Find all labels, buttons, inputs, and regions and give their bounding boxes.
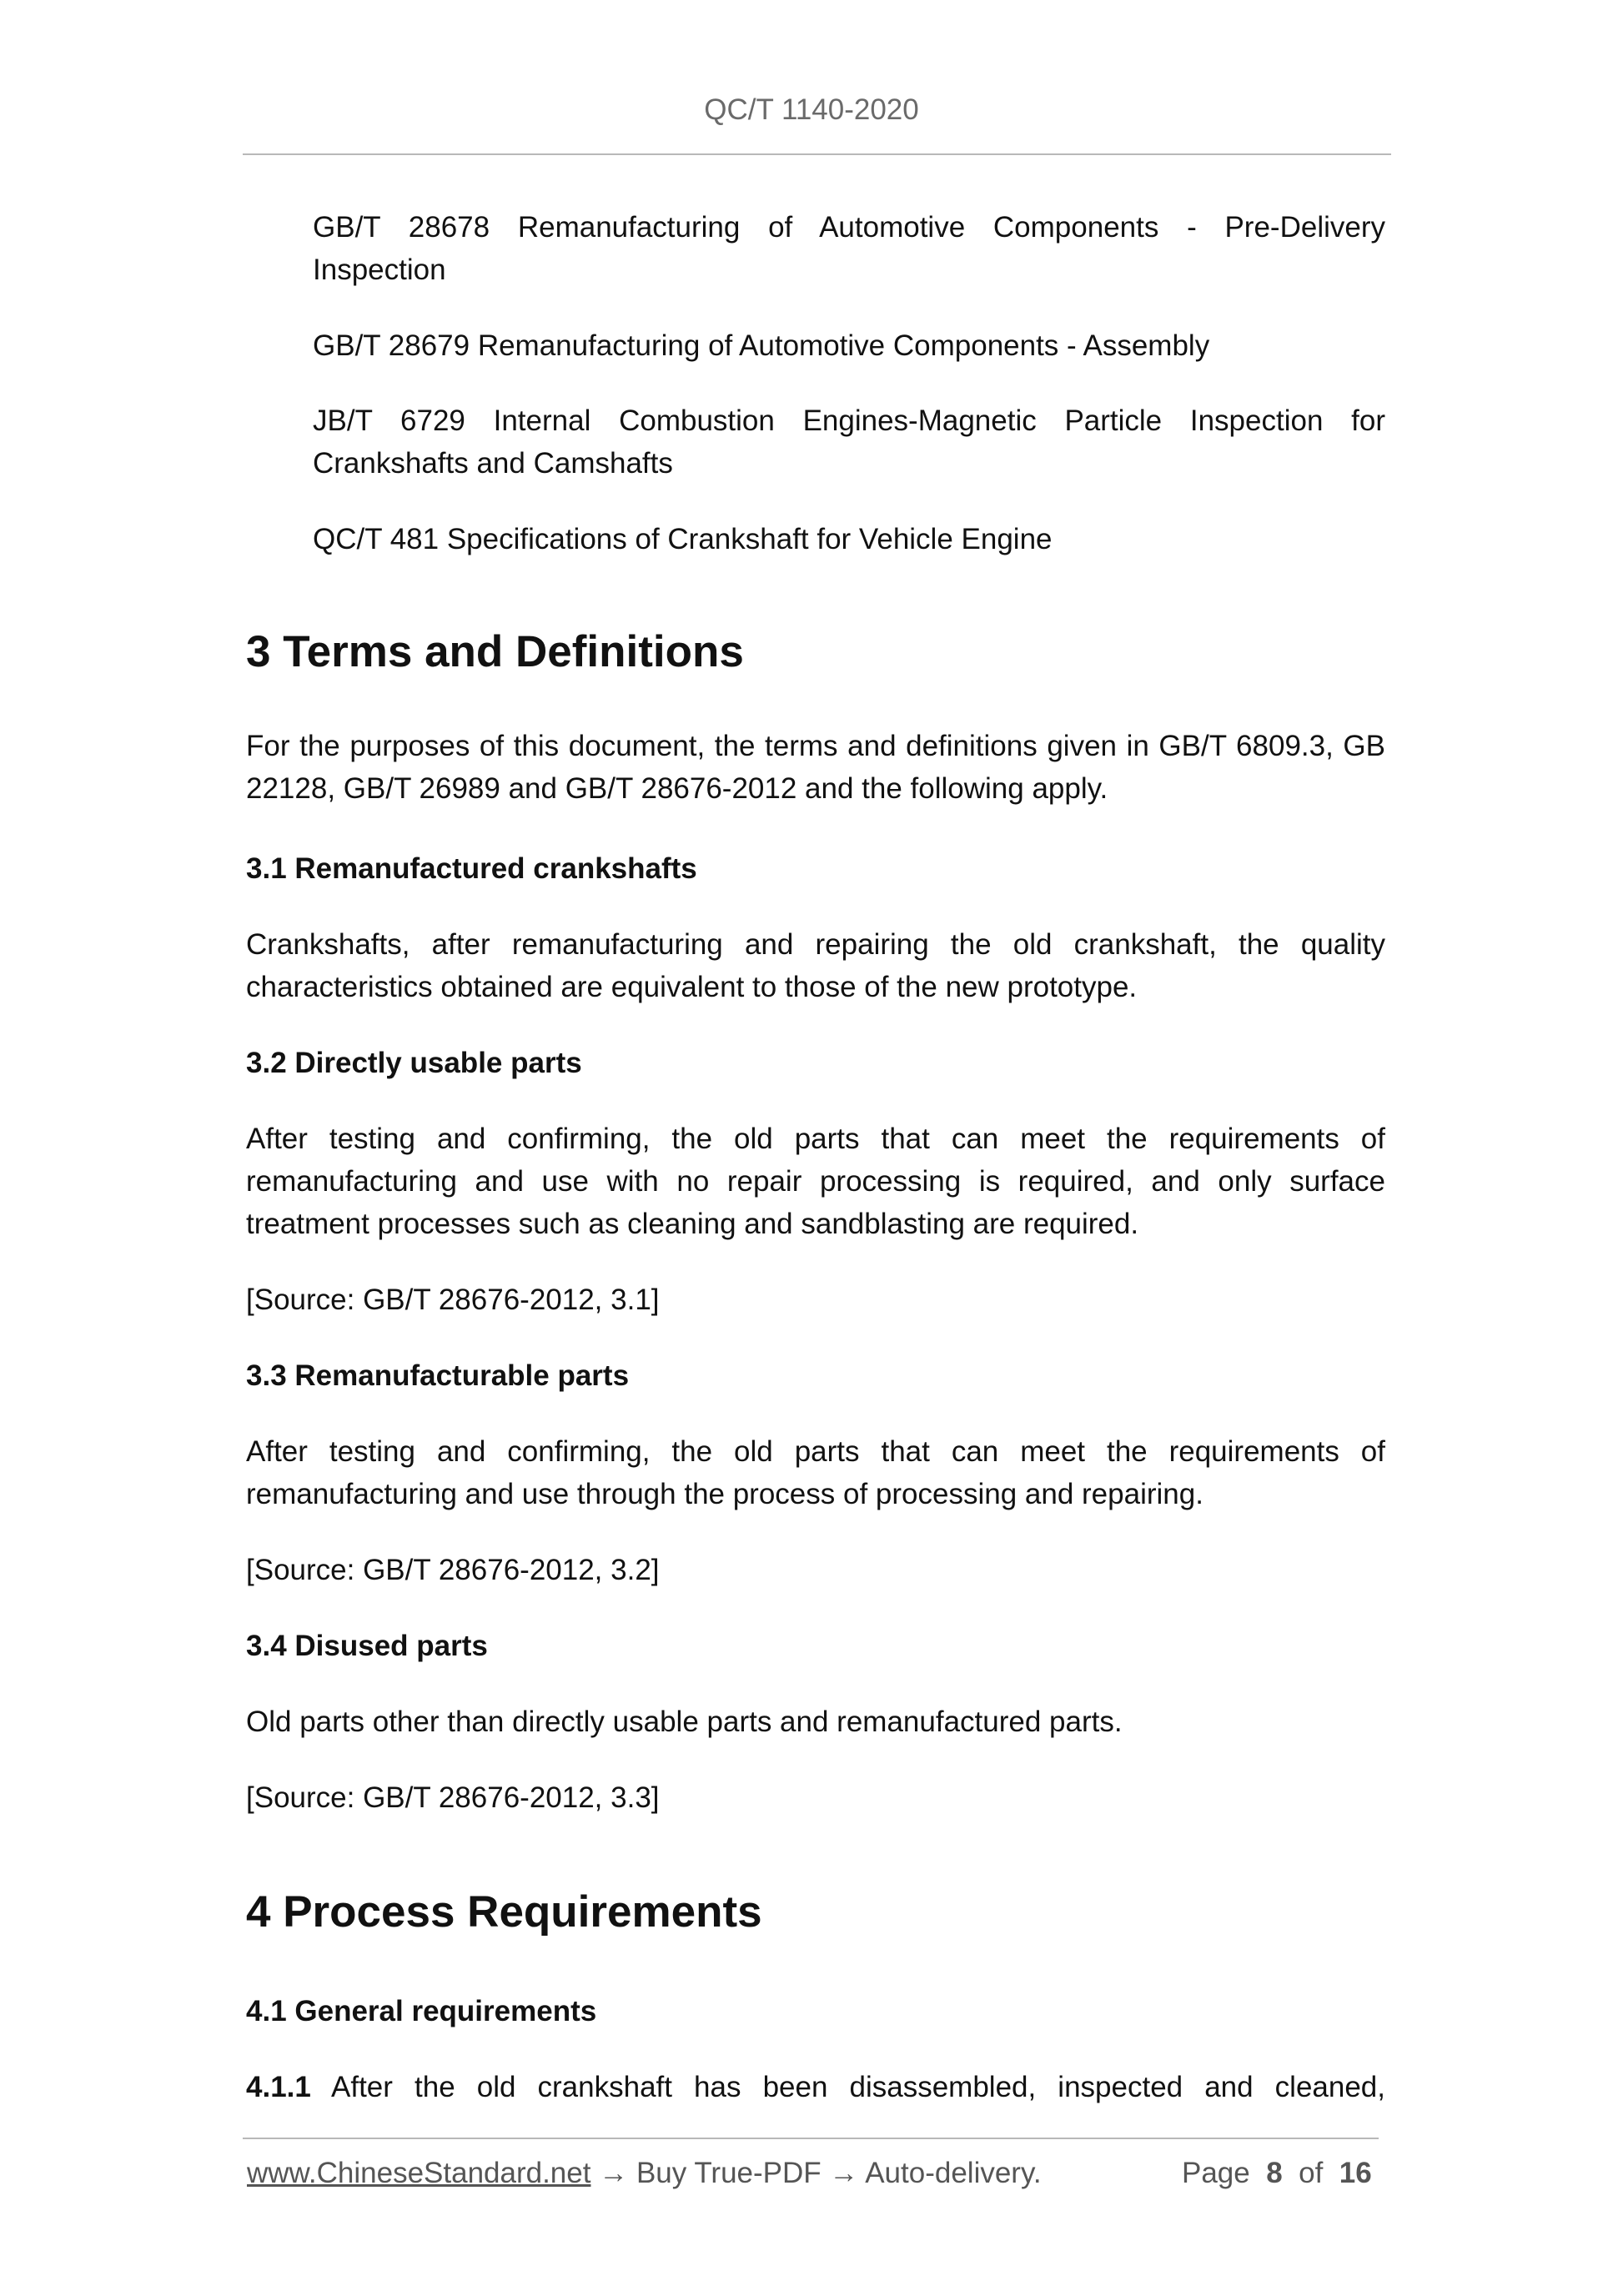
doc-code: QC/T 1140-2020 — [704, 93, 919, 126]
page-footer — [247, 2157, 1042, 2190]
term-definition: Crankshafts, after remanufacturing and repairing the old crankshaft, the quality characteristics obtained are equivalent to those of the new prototype. — [246, 928, 1385, 1003]
subsection-heading: 4.1 General requirements — [246, 1995, 597, 2027]
term-heading: 3.2 Directly usable parts — [246, 1047, 582, 1079]
clause-paragraph — [246, 2066, 1385, 2108]
section-3-intro: For the purposes of this document, the terms and definitions given in GB/T 6809.3, GB 22128, GB/T 26989 and GB/T 28676-2012 and the following apply. — [246, 730, 1385, 805]
reference-item: JB/T 6729 Internal Combustion Engines-Magnetic Particle Inspection for Crankshafts and Camshafts — [313, 404, 1385, 480]
page-header — [0, 93, 1623, 127]
term-definition: Old parts other than directly usable parts and remanufactured parts. — [246, 1706, 1123, 1738]
header-divider — [243, 153, 1391, 155]
buy-text: Buy True-PDF — [636, 2157, 822, 2189]
reference-item: GB/T 28678 Remanufacturing of Automotive Components - Pre-Delivery Inspection — [313, 211, 1385, 286]
term-heading: 3.1 Remanufactured crankshafts — [246, 852, 697, 885]
reference-item: QC/T 481 Specifications of Crankshaft for Vehicle Engine — [313, 523, 1053, 555]
term-source: [Source: GB/T 28676-2012, 3.3] — [246, 1781, 660, 1814]
of-label: of — [1299, 2157, 1324, 2189]
clause-text: After the old crankshaft has been disassembled, inspected and cleaned, — [331, 2071, 1386, 2103]
term-definition: After testing and confirming, the old parts that can meet the requirements of remanufacturing and use through the process of processing and repairing. — [246, 1435, 1385, 1510]
page-total: 16 — [1339, 2157, 1372, 2189]
term-source: [Source: GB/T 28676-2012, 3.1] — [246, 1284, 660, 1316]
website-link[interactable]: www.ChineseStandard.net — [247, 2157, 591, 2189]
footer-divider — [243, 2138, 1379, 2139]
term-definition: After testing and confirming, the old parts that can meet the requirements of remanufacturing and use with no repair processing is required, and only surface treatment processes such as cleaning and sandblasting are required. — [246, 1123, 1385, 1240]
term-source: [Source: GB/T 28676-2012, 3.2] — [246, 1554, 660, 1586]
arrow-right-icon: → — [599, 2157, 629, 2189]
section-3-title: 3 Terms and Definitions — [246, 627, 744, 676]
clause-number: 4.1.1 — [246, 2071, 311, 2103]
reference-item: GB/T 28679 Remanufacturing of Automotive Components - Assembly — [313, 329, 1210, 362]
term-heading: 3.3 Remanufacturable parts — [246, 1359, 630, 1392]
term-heading: 3.4 Disused parts — [246, 1630, 488, 1662]
page-number: 8 — [1266, 2157, 1283, 2189]
delivery-text: Auto-delivery. — [865, 2157, 1042, 2189]
section-4-title: 4 Process Requirements — [246, 1887, 762, 1937]
arrow-right-icon: → — [829, 2157, 859, 2189]
page-label: Page — [1182, 2157, 1250, 2189]
page-indicator — [1182, 2157, 1372, 2190]
